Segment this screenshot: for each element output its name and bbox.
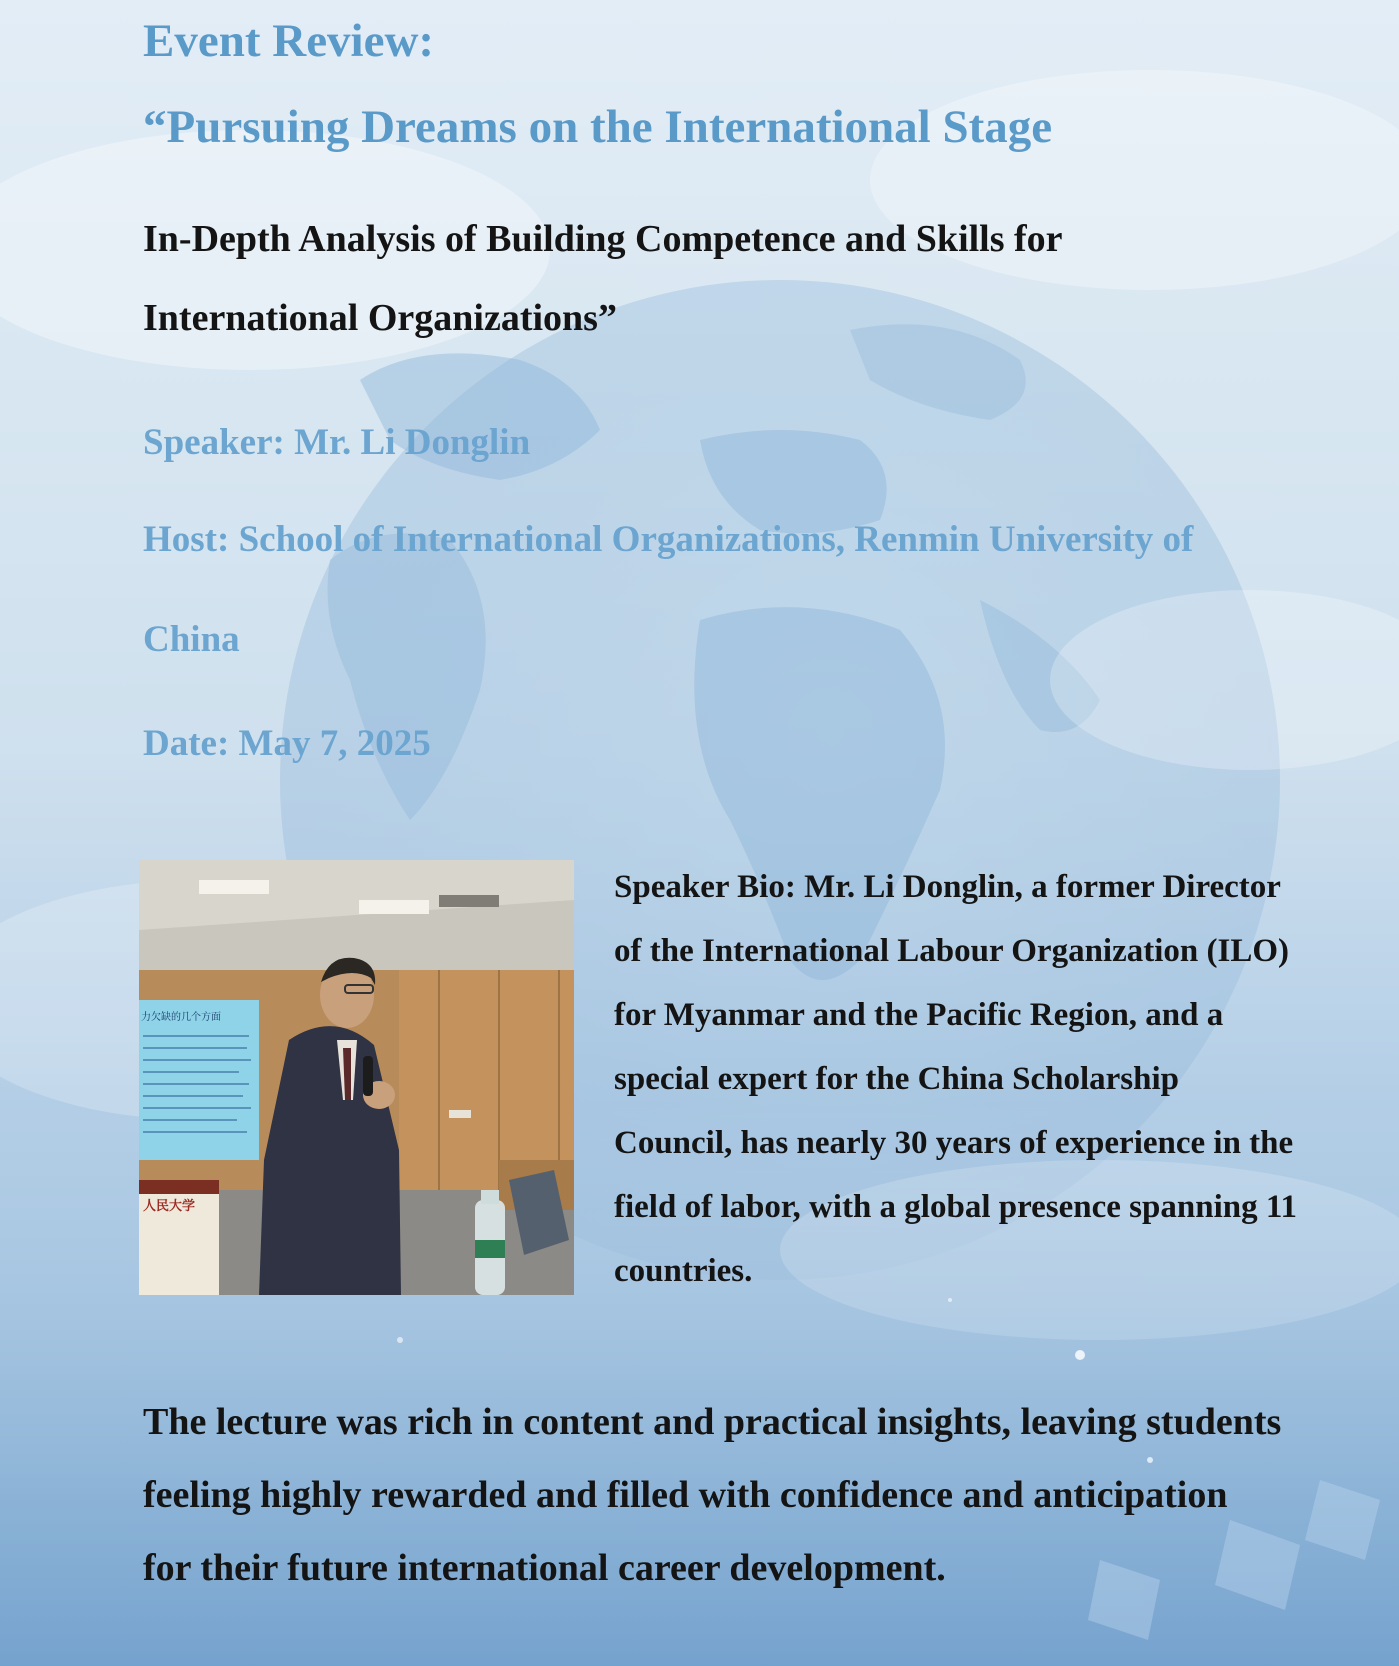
speaker-bio: Speaker Bio: Mr. Li Donglin, a former Director of the International Labour Organization (ILO) for Myanmar and the Pacific Region, and a special expert for the China Scholarship Council, has nearly 30 years of experience in the field of labor, with a global presence spanning 11 countries. [614,869,1298,1289]
ceiling-light [359,900,429,914]
speaker-photo [139,860,574,1295]
microphone [363,1056,373,1096]
podium [139,1180,219,1295]
subtitle: In-Depth Analysis of Building Competence and Skills for International Organizations” [143,218,1062,339]
ceiling-light [199,880,269,894]
water-bottle [475,1190,505,1295]
date-line: Date: May 7, 2025 [143,723,431,764]
title-line-1: Event Review: [143,15,435,67]
speaker-line: Speaker: Mr. Li Donglin [143,422,531,463]
lecture-summary: The lecture was rich in content and practical insights, leaving students feeling highly rewarded and filled with confidence and anticipation for their future international career development. [143,1401,1282,1589]
projection-screen [139,1000,259,1160]
podium-text: 人民大学 [143,1199,196,1214]
host-line: Host: School of International Organizations, Renmin University of China [143,519,1194,660]
title-line-2: “Pursuing Dreams on the International Stage [143,101,1053,153]
screen-heading: 力欠缺的几个方面 [141,1012,221,1023]
air-vent [439,895,499,907]
